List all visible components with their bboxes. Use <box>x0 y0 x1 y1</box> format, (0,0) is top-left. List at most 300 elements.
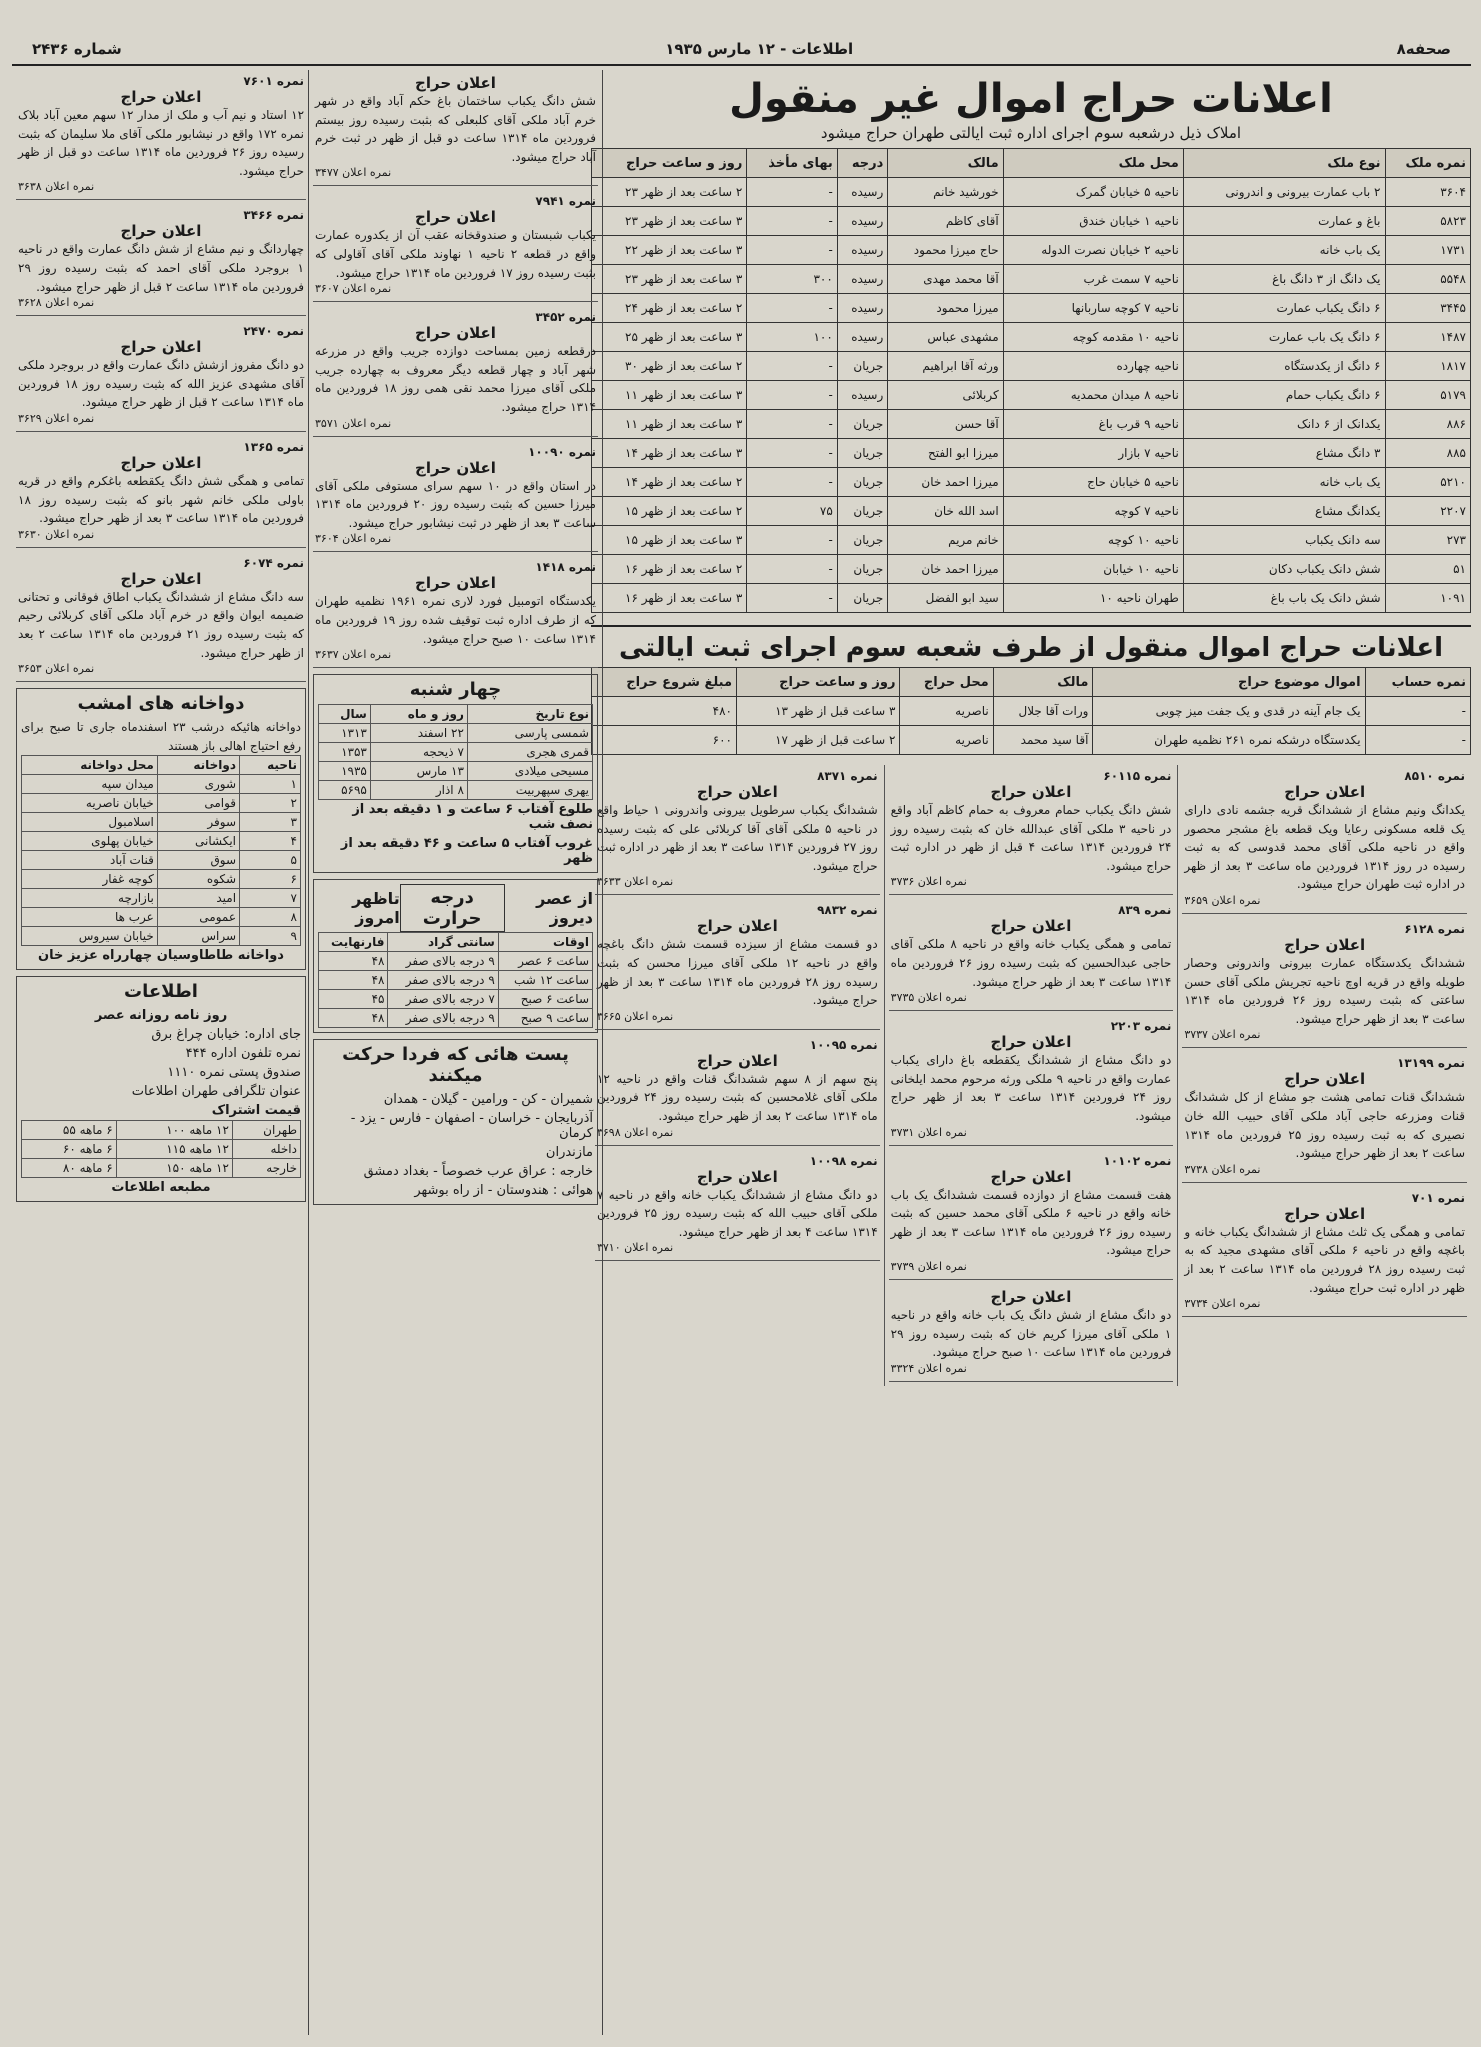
table-cell: ۳۴۴۵ <box>1385 294 1471 323</box>
notice-body: تمامی و همگی شش دانگ یکقطعه باغکرم واقع در قریه باولی ملکی خانم شهر بانو که بثبت رسیده روز ۱۸ فروردین ماه ۱۳۱۴ ساعت ۳ بعد از ظهر حراج میشود. <box>18 473 304 526</box>
notice-number: نمره ۶۰۱۱۵ <box>1103 769 1172 783</box>
notice-footer: نمره اعلان ۳۶۲۹ <box>18 411 95 425</box>
notice-title: اعلان حراج <box>1284 935 1366 954</box>
table-cell: شش دانک یکباب دکان <box>1183 555 1385 584</box>
auction-notice <box>1182 918 1467 1048</box>
notice-body: دو دانگ مفروز ازشش دانگ عمارت واقع در بروجرد ملکی آقای مشهدی عزیز الله که بثبت رسیده روز ۱۸ فروردین ماه ۱۳۱۴ ساعت ۲ قبل از ظهر حراج میشود. <box>18 358 304 410</box>
notice-footer: نمره اعلان ۳۶۳۳ <box>596 875 674 889</box>
notices-column-center <box>884 765 1178 1386</box>
temp-left-label: تاظهر امروز <box>352 889 400 928</box>
table-cell: سراس <box>157 927 239 946</box>
column-header: اموال موضوع حراج <box>1093 668 1365 697</box>
notice-header <box>315 445 596 459</box>
table-cell: شش دانک یک باب باغ <box>1183 584 1385 613</box>
ettelaat-line: جای اداره: خیابان چراغ برق <box>151 1027 301 1043</box>
table-cell: ۲ ساعت بعد از ظهر ۲۴ <box>592 294 747 323</box>
notice-title: اعلان حراج <box>1284 783 1366 801</box>
table-cell: ۲ ساعت بعد از ظهر ۳۰ <box>592 352 747 381</box>
table-cell: ۴ <box>240 832 301 851</box>
table-cell: سید ابو الفضل <box>888 584 1003 613</box>
table-cell: یک دانگ از ۳ دانگ باغ <box>1183 265 1385 294</box>
notice-number: نمره ۱۳۶۵ <box>243 439 304 454</box>
ettelaat-title: اطلاعات <box>124 981 198 1003</box>
table-cell: خارجه <box>232 1159 300 1178</box>
notice-body: یکباب شبستان و صندوقخانه عقب آن از یکدوره عمارت واقع در قطعه ۲ ناحیه ۱ نهاوند ملکی آقای آقاولی که بثبت رسیده روز ۱۷ فروردین ماه ۱۳۱۴ حراج میشود. <box>315 228 596 280</box>
table-cell: ناصریه <box>900 726 993 755</box>
table-cell: ۷ درجه بالای صفر <box>388 990 498 1009</box>
pharmacies-title: دواخانه های امشب <box>77 693 245 715</box>
table-cell: جریان <box>837 410 887 439</box>
notice-header <box>597 903 878 917</box>
table-cell: خیابان سیروس <box>22 927 158 946</box>
page-number: صحفه۸ <box>1396 40 1451 58</box>
column-header: محل ملک <box>1003 149 1183 178</box>
notice-footer: نمره اعلان ۳۶۶۵ <box>596 1009 674 1023</box>
notice-footer: نمره اعلان ۳۳۲۴ <box>890 1361 967 1375</box>
issue-number: شماره ۲۴۳۶ <box>32 40 122 58</box>
table-cell: اسد الله خان <box>888 497 1003 526</box>
table-cell: شمسی پارسی <box>467 724 592 743</box>
table-cell: ۶ ماهه ۸۰ <box>22 1159 117 1178</box>
table-cell: ۱۲ ماهه ۱۱۵ <box>116 1140 232 1159</box>
notice-footer: نمره اعلان ۳۴۷۷ <box>315 166 392 180</box>
table-cell: ۳ ساعت بعد از ظهر ۱۶ <box>592 584 747 613</box>
table-cell: میدان سپه <box>22 775 158 794</box>
notice-header <box>315 310 596 324</box>
notice-title: اعلان حراج <box>696 917 778 936</box>
notice-footer: نمره اعلان ۳۶۵۹ <box>1184 893 1261 907</box>
table-cell: ۵۶۹۵ <box>319 781 371 800</box>
table-cell: - <box>1365 697 1470 726</box>
pharmacies-note: دواخانه هائیکه درشب ۲۳ اسفندماه جاری تا صبح برای رفع احتیاج اهالی باز هستند <box>21 720 301 753</box>
table-cell: - <box>747 526 837 555</box>
table-cell: سوق <box>157 851 239 870</box>
table-cell: جریان <box>837 439 887 468</box>
table-cell: ۶ دانگ یکباب حمام <box>1183 381 1385 410</box>
table-cell: میرزا محمود <box>888 294 1003 323</box>
table-cell: ۲۲۰۷ <box>1385 497 1471 526</box>
notice-header <box>891 1019 1172 1033</box>
table-cell: رسیده <box>837 323 887 352</box>
notice-footer: نمره اعلان ۳۷۳۵ <box>890 991 967 1005</box>
table-cell: رسیده <box>837 381 887 410</box>
table-cell: جریان <box>837 497 887 526</box>
table-row <box>22 1159 301 1178</box>
post-line: خارجه : عراق عرب خصوصاً - بغداد دمشق <box>363 1164 593 1180</box>
column-header: نوع تاریخ <box>467 705 592 724</box>
table-row <box>319 952 593 971</box>
notice-title: اعلان حراج <box>415 324 496 343</box>
table-cell: ناحیه ۱۰ مقدمه کوچه <box>1003 323 1183 352</box>
notice-footer: نمره اعلان ۳۷۳۷ <box>1184 1028 1261 1042</box>
table-cell: جریان <box>837 468 887 497</box>
notice-title: اعلان حراج <box>415 74 496 92</box>
post-box <box>313 1039 598 1205</box>
table-cell: ناحیه ۵ خیابان گمرک <box>1003 178 1183 207</box>
table-cell: ۱۳ مارس <box>370 762 467 781</box>
table-row <box>22 1140 301 1159</box>
table-row <box>592 352 1471 381</box>
column-header: بهای مأخذ <box>747 149 837 178</box>
table-row <box>592 468 1471 497</box>
auction-notice <box>313 556 598 668</box>
notice-title: اعلان حراج <box>990 783 1072 801</box>
column-header: مالک <box>993 668 1093 697</box>
table-cell: - <box>747 468 837 497</box>
notice-footer: نمره اعلان ۳۷۱۰ <box>596 1241 674 1255</box>
table-cell: جریان <box>837 526 887 555</box>
table-cell: ۶ دانگ یکباب عمارت <box>1183 294 1385 323</box>
paper-date: اطلاعات - ۱۲ مارس ۱۹۳۵ <box>665 40 854 58</box>
table-cell: ۳ <box>240 813 301 832</box>
table-cell: حاج میرزا محمود <box>888 236 1003 265</box>
notice-body: سه دانگ مشاع از ششدانگ یکباب اطاق فوقانی و تحتانی ضمیمه ایوان واقع در خرم آباد ملکی آقای کربلائی رحیم که بثبت رسیده روز ۲۱ فروردین ماه ۱۳۱۴ ساعت ۲ بعد از ظهر حراج میشود. <box>18 589 304 660</box>
notice-body: ششدانگ یکباب سرطویل بیرونی واندرونی ۱ حیاط واقع در ناحیه ۵ ملکی آقای آقا کربلائی علی که بثبت رسیده روز ۲۷ فروردین ۱۳۱۴ ساعت ۳ بعد از ظهر در اداره ثبت حراج میشود. <box>596 803 878 873</box>
notice-title: اعلان حراج <box>696 1051 778 1070</box>
ettelaat-line: صندوق پستی نمره ۱۱۱۰ <box>167 1065 301 1081</box>
table-cell: ۲ ساعت بعد از ظهر ۲۳ <box>592 178 747 207</box>
notice-title: اعلان حراج <box>120 453 202 472</box>
auction-notice <box>313 70 598 186</box>
table-cell: ۵۱۷۹ <box>1385 381 1471 410</box>
table-cell: - <box>747 236 837 265</box>
notice-header <box>1184 1191 1465 1205</box>
table-cell: عرب ها <box>22 908 158 927</box>
notice-title: اعلان حراج <box>120 88 202 106</box>
table-row <box>319 1009 593 1028</box>
table-cell: ناحیه ۱ خیابان خندق <box>1003 207 1183 236</box>
table-cell: ۲ <box>240 794 301 813</box>
table-cell: ساعت ۱۲ شب <box>498 971 592 990</box>
notice-title: اعلان حراج <box>415 458 496 477</box>
table-cell: جریان <box>837 584 887 613</box>
table-cell: جریان <box>837 555 887 584</box>
table-row <box>319 781 593 800</box>
table-cell: سه دانک یکباب <box>1183 526 1385 555</box>
notice-body: تمامی و همگی یک ثلث مشاع از ششدانگ یکباب خانه و باغچه واقع در ناحیه ۶ ملکی آقای مشهدی مجید که به ثبت رسیده روز ۲۸ فروردین ماه ۱۳۱۴ ساعت ۲ بعد از ظهر در اداره ثبت حراج میشود. <box>1184 1224 1466 1295</box>
notice-footer: نمره اعلان ۳۷۳۱ <box>890 1125 967 1139</box>
notice-number: نمره ۱۴۱۸ <box>535 560 596 575</box>
column-header: محل دواخانه <box>22 756 158 775</box>
table-cell: ۲۷۳ <box>1385 526 1471 555</box>
table-row <box>592 236 1471 265</box>
table-cell: ناحیه ۵ خیابان حاج <box>1003 468 1183 497</box>
table-cell: یک باب خانه <box>1183 468 1385 497</box>
notice-header <box>891 769 1172 783</box>
table-cell: ۲ ساعت قبل از ظهر ۱۷ <box>737 726 900 755</box>
notice-header <box>18 440 304 454</box>
temperature-table <box>318 932 593 1028</box>
table-cell: ۱۲ ماهه ۱۰۰ <box>116 1121 232 1140</box>
table-row <box>319 724 593 743</box>
notice-header <box>315 194 596 208</box>
notice-title: اعلان حراج <box>1284 1204 1366 1223</box>
table-cell: ۳ ساعت بعد از ظهر ۲۵ <box>592 323 747 352</box>
table-cell: رسیده <box>837 265 887 294</box>
table-cell: - <box>747 439 837 468</box>
table-row <box>22 927 301 946</box>
notice-number: نمره ۱۰۰۹۰ <box>528 444 596 459</box>
post-line: شمیران - کن - ورامین - گیلان - همدان <box>383 1092 593 1108</box>
table-cell: ۸۸۵ <box>1385 439 1471 468</box>
calendar-title: چهار شنبه <box>409 679 502 701</box>
notice-footer: نمره اعلان ۳۷۳۶ <box>890 875 967 889</box>
table-cell: ۳ دانگ مشاع <box>1183 439 1385 468</box>
table-cell: ناحیه چهارده <box>1003 352 1183 381</box>
table-cell: ۱۴۸۷ <box>1385 323 1471 352</box>
notice-body: دو قسمت مشاع از سیزده قسمت شش دانگ باغچه واقع در ناحیه ۱۲ ملکی آقای میرزا محسن که بثبت رسیده روز ۲۸ فروردین ماه ۱۳۱۴ ساعت ۳ بعد از ظهر حراج میشود. <box>596 937 878 1008</box>
table-row <box>592 555 1471 584</box>
table-cell: - <box>747 410 837 439</box>
table-cell: میرزا احمد خان <box>888 555 1003 584</box>
column-header: اوقات <box>498 933 592 952</box>
table-cell: ۸ <box>240 908 301 927</box>
table-row <box>22 1121 301 1140</box>
table-cell: آقا حسن <box>888 410 1003 439</box>
auction-notice <box>595 765 880 895</box>
immovable-subtitle: املاک ذیل درشعبه سوم اجرای اداره ثبت ایالتی طهران حراج میشود <box>820 124 1242 142</box>
left-notices <box>16 70 306 682</box>
table-row <box>592 497 1471 526</box>
notice-body: دو دانگ مشاع از شش دانگ یک باب خانه واقع در ناحیه ۱ ملکی آقای میرزا کریم خان که بثبت رسیده روز ۲۹ فروردین ماه ۱۳۱۴ ساعت ۱۰ صبح حراج میشود. <box>890 1307 1172 1360</box>
table-cell: ۲ ساعت بعد از ظهر ۱۶ <box>592 555 747 584</box>
ettelaat-box <box>16 976 306 1202</box>
auction-notice <box>889 1284 1174 1382</box>
table-cell: قمری هجری <box>467 743 592 762</box>
table-cell: ۶ دانگ یک باب عمارت <box>1183 323 1385 352</box>
table-cell: باغ و عمارت <box>1183 207 1385 236</box>
auction-notice <box>1182 1052 1467 1182</box>
notice-body: دو دانگ مشاع از ششدانگ یکباب خانه واقع در ناحیه ۷ ملکی آقای حبیب الله که بثبت رسیده روز ۲۵ فروردین ۱۳۱۴ ساعت ۴ بعد از ظهر حراج میشود. <box>596 1187 878 1239</box>
table-row <box>22 851 301 870</box>
table-cell: طهران <box>232 1121 300 1140</box>
table-row <box>319 990 593 1009</box>
table-cell: ناحیه ۷ سمت غرب <box>1003 265 1183 294</box>
post-title: پست هائی که فردا حرکت میکنند <box>342 1044 569 1087</box>
table-cell: ۴۸ <box>319 971 388 990</box>
table-cell: ۱۳۵۳ <box>319 743 371 762</box>
column-header: سال <box>319 705 371 724</box>
table-cell: - <box>747 207 837 236</box>
notice-body: چهاردانگ و نیم مشاع از شش دانگ عمارت واقع در ناحیه ۱ بروجرد ملکی آقای احمد که بثبت رسیده روز ۲۹ فروردین ماه ۱۳۱۴ ساعت ۲ قبل از ظهر حراج میشود. <box>18 242 304 294</box>
notice-footer: نمره اعلان ۳۵۷۱ <box>315 416 392 430</box>
notice-title: اعلان حراج <box>1284 1070 1366 1089</box>
temperature-box <box>313 879 598 1033</box>
table-cell: سوفر <box>157 813 239 832</box>
notice-number: نمره ۸۵۱۰ <box>1404 769 1465 783</box>
column-header: فارنهایت <box>319 933 388 952</box>
column-header: سانتی گراد <box>388 933 498 952</box>
notice-number: نمره ۹۸۳۲ <box>817 903 878 918</box>
price-title: قیمت اشتراک <box>211 1103 301 1119</box>
notice-header <box>1184 769 1465 783</box>
ettelaat-subtitle: روز نامه روزانه عصر <box>94 1008 228 1024</box>
notice-number: نمره ۶۱۲۸ <box>1404 921 1465 936</box>
table-cell: ۳ ساعت قبل از ظهر ۱۳ <box>737 697 900 726</box>
table-cell: ۳ ساعت بعد از ظهر ۱۵ <box>592 526 747 555</box>
auction-notice <box>889 765 1174 895</box>
table-cell: ناحیه ۷ کوچه <box>1003 497 1183 526</box>
table-cell: خیابان ناصریه <box>22 794 158 813</box>
notice-header <box>315 560 596 574</box>
table-cell: - <box>747 584 837 613</box>
notice-footer: نمره اعلان ۳۷۳۹ <box>890 1259 967 1273</box>
auction-notice <box>16 70 306 200</box>
table-cell: ۳۰۰ <box>747 265 837 294</box>
table-row <box>592 265 1471 294</box>
pharmacies-table <box>21 755 301 946</box>
pharmacies-box <box>16 688 306 970</box>
notice-header <box>597 1038 878 1052</box>
table-cell: رسیده <box>837 236 887 265</box>
table-row <box>592 439 1471 468</box>
notice-number: نمره ۳۴۶۶ <box>243 208 304 223</box>
table-cell: ناحیه ۹ قرب باغ <box>1003 410 1183 439</box>
notice-header <box>597 769 878 783</box>
table-cell: ساعت ۶ صبح <box>498 990 592 1009</box>
notice-title: اعلان حراج <box>696 1167 778 1186</box>
notices-grid <box>591 765 1471 1386</box>
notice-number: نمره ۲۲۰۳ <box>1110 1019 1172 1034</box>
pharmacies-footer: دواخانه طاطاوسیان چهارراه عزیز خان <box>38 948 284 964</box>
table-cell: ۹ درجه بالای صفر <box>388 952 498 971</box>
column-header: نوع ملک <box>1183 149 1385 178</box>
auction-notice <box>313 306 598 436</box>
notice-header <box>1184 922 1465 936</box>
table-cell: امید <box>157 889 239 908</box>
table-cell: ۷ ذیحجه <box>370 743 467 762</box>
auction-notice <box>595 899 880 1029</box>
table-cell: یک باب خانه <box>1183 236 1385 265</box>
table-cell: ۶ ماهه ۶۰ <box>22 1140 117 1159</box>
notice-header <box>1184 1056 1465 1070</box>
notice-title: اعلان حراج <box>415 574 496 593</box>
table-row <box>22 813 301 832</box>
table-row <box>22 832 301 851</box>
table-cell: ۹ درجه بالای صفر <box>388 1009 498 1028</box>
notice-title: اعلان حراج <box>120 222 202 241</box>
table-row <box>319 762 593 781</box>
table-cell: قنات آباد <box>22 851 158 870</box>
notice-footer: نمره اعلان ۳۶۳۸ <box>18 180 95 194</box>
notice-number: نمره ۱۰۰۹۸ <box>809 1153 878 1168</box>
notice-body: ۱۲ استاد و نیم آب و ملک از مدار ۱۲ سهم معین آباد بلاک نمره ۱۷۲ واقع در نیشابور ملکی آقای ملا سلیمان که بثبت رسیده روز ۲۶ فروردین ماه ۱۳۱۴ ساعت دو قبل از ظهر حراج میشود. <box>18 108 305 178</box>
table-cell: اسلامبول <box>22 813 158 832</box>
table-cell: ۶ ماهه ۵۵ <box>22 1121 117 1140</box>
table-cell: - <box>747 381 837 410</box>
auction-notice <box>595 1150 880 1262</box>
table-cell: ۱۸۱۷ <box>1385 352 1471 381</box>
notice-footer: نمره اعلان ۳۷۳۴ <box>1184 1297 1261 1311</box>
column-header: ناحیه <box>240 756 301 775</box>
table-cell: ۳ ساعت بعد از ظهر ۱۱ <box>592 381 747 410</box>
table-cell: ساعت ۹ صبح <box>498 1009 592 1028</box>
table-row <box>592 381 1471 410</box>
table-row <box>319 743 593 762</box>
column-header: مالک <box>888 149 1003 178</box>
table-cell: ۳ ساعت بعد از ظهر ۱۴ <box>592 439 747 468</box>
table-cell: ۶ دانگ از یکدستگاه <box>1183 352 1385 381</box>
table-cell: ۷ <box>240 889 301 908</box>
price-table <box>21 1120 301 1178</box>
table-cell: رسیده <box>837 294 887 323</box>
table-cell: ۹ درجه بالای صفر <box>388 971 498 990</box>
table-row <box>22 870 301 889</box>
table-row <box>592 178 1471 207</box>
column-header: نمره حساب <box>1365 668 1470 697</box>
auction-notice <box>16 436 306 548</box>
notice-body: یکدستگاه اتومبیل فورد لاری نمره ۱۹۶۱ نظمیه طهران که از طرف اداره ثبت توقیف شده روز ۱۹ فروردین ماه ۱۳۱۴ ساعت ۱۰ صبح حراج میشود. <box>315 594 597 646</box>
table-cell: شوری <box>157 775 239 794</box>
auction-notice <box>1182 1187 1467 1317</box>
table-cell: میرزا ابو الفتح <box>888 439 1003 468</box>
table-cell: خیابان پهلوی <box>22 832 158 851</box>
table-row <box>22 908 301 927</box>
notices-column-left <box>591 765 884 1386</box>
auction-notice <box>16 320 306 432</box>
notice-body: دو دانگ مشاع از ششدانگ یکقطعه باغ دارای یکباب عمارت واقع در ناحیه ۹ ملکی ورثه مرحوم محمد ایلخانی روز ۲۴ فروردین ۱۳۱۴ ساعت ۳ بعد از ظهر حراج میشود. <box>890 1053 1172 1123</box>
table-cell: ۱۷۳۱ <box>1385 236 1471 265</box>
table-cell: مسیحی میلادی <box>467 762 592 781</box>
table-cell: ورثه آقا ابراهیم <box>888 352 1003 381</box>
table-cell: ناحیه ۱۰ خیابان <box>1003 555 1183 584</box>
notice-footer: نمره اعلان ۳۶۲۸ <box>18 296 95 310</box>
table-row <box>592 207 1471 236</box>
post-line: آذربایجان - خراسان - اصفهان - فارس - یزد - کرمان <box>350 1111 593 1142</box>
notice-title: اعلان حراج <box>990 1033 1072 1052</box>
table-row <box>592 294 1471 323</box>
table-cell: ۱۹۳۵ <box>319 762 371 781</box>
notice-title: اعلان حراج <box>990 1167 1072 1186</box>
movable-table <box>591 667 1471 755</box>
table-cell: ۶۰۰ <box>592 726 737 755</box>
table-cell: - <box>747 352 837 381</box>
table-row <box>22 794 301 813</box>
table-cell: رسیده <box>837 178 887 207</box>
notice-number: نمره ۷۹۴۱ <box>535 194 596 209</box>
notice-number: نمره ۳۴۵۲ <box>535 310 596 325</box>
table-cell: ۵ <box>240 851 301 870</box>
table-cell: ۴۸ <box>319 952 388 971</box>
table-cell: ورات آقا جلال <box>993 697 1093 726</box>
table-cell: یکدانگ مشاع <box>1183 497 1385 526</box>
notice-body: ششدانگ قنات تمامی هشت جو مشاع از کل ششدانگ قنات ومزرعه حاجی آباد ملکی آقای حبیب الله خان نصیری که به ثبت رسیده روز ۲۵ فروردین ماه ۱۳۱۴ ساعت ۲ بعد از ظهر حراج میشود. <box>1184 1090 1465 1161</box>
notice-header <box>891 903 1172 917</box>
notice-number: نمره ۷۶۰۱ <box>243 74 304 88</box>
temperature-title: درجه حرارت <box>400 884 505 932</box>
notice-header <box>18 324 304 338</box>
auction-notice <box>313 441 598 553</box>
notice-number: نمره ۱۳۱۹۹ <box>1397 1056 1465 1071</box>
auction-notice <box>595 1034 880 1146</box>
notice-number: نمره ۲۴۷۰ <box>243 324 304 339</box>
left-section <box>12 70 310 2035</box>
notice-title: اعلان حراج <box>990 917 1072 936</box>
column-header: محل حراج <box>900 668 993 697</box>
column-header: روز و ساعت حراج <box>592 149 747 178</box>
notice-title: اعلان حراج <box>990 1287 1072 1306</box>
ettelaat-footer: مطبعه اطلاعات <box>111 1180 211 1196</box>
notice-header <box>18 556 304 570</box>
table-cell: ۳ ساعت بعد از ظهر ۲۳ <box>592 207 747 236</box>
table-cell: ناحیه ۸ میدان محمدیه <box>1003 381 1183 410</box>
table-row <box>592 323 1471 352</box>
table-row <box>592 526 1471 555</box>
auction-notice <box>16 204 306 316</box>
table-cell: ۵۸۲۳ <box>1385 207 1471 236</box>
column-header: نمره ملک <box>1385 149 1471 178</box>
table-row <box>22 889 301 908</box>
